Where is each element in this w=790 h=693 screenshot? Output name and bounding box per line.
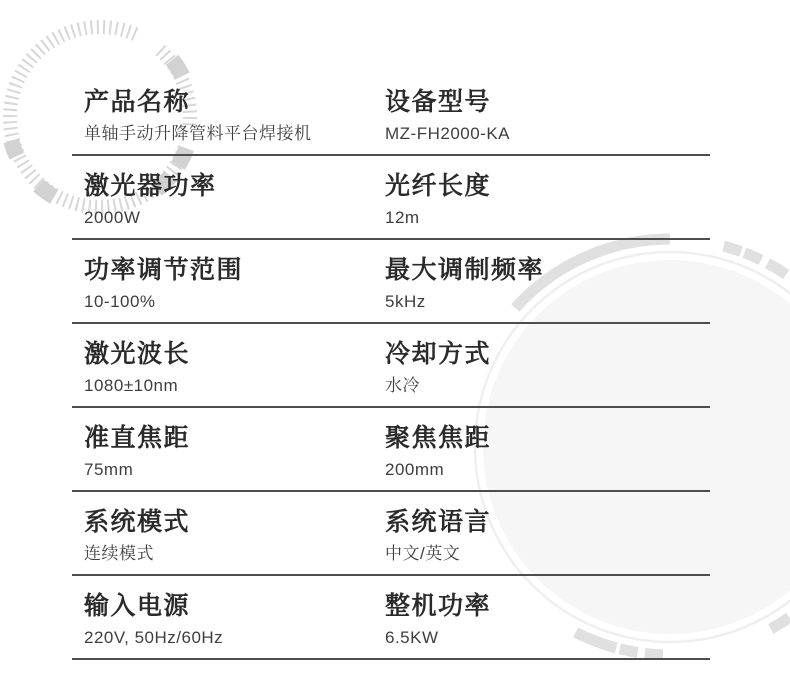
spec-value: 5kHz (385, 292, 426, 311)
spec-label: 系统模式 (84, 508, 191, 536)
spec-cell (385, 240, 710, 322)
spec-cell (385, 576, 710, 658)
spec-cell (385, 72, 710, 154)
spec-row (72, 240, 710, 324)
spec-row (72, 324, 710, 408)
spec-label: 产品名称 (84, 88, 191, 116)
spec-value: 单轴手动升降管料平台焊接机 (84, 124, 312, 143)
spec-row (72, 72, 710, 156)
spec-value: 75mm (84, 460, 134, 479)
spec-cell (72, 408, 385, 490)
spec-label: 设备型号 (385, 88, 492, 116)
spec-value: 2000W (84, 208, 141, 227)
spec-value: 200mm (385, 460, 445, 479)
spec-label: 输入电源 (84, 592, 191, 620)
spec-row (72, 156, 710, 240)
spec-label: 整机功率 (385, 592, 492, 620)
spec-cell (385, 324, 710, 406)
spec-label: 激光波长 (84, 340, 191, 368)
spec-label: 系统语言 (385, 508, 492, 536)
spec-cell (72, 72, 385, 154)
spec-label: 功率调节范围 (84, 256, 244, 284)
spec-cell (72, 576, 385, 658)
spec-value: 1080±10nm (84, 376, 179, 395)
spec-value: 12m (385, 208, 420, 227)
spec-label: 激光器功率 (84, 172, 217, 200)
spec-value: 中文/英文 (385, 544, 461, 563)
spec-row (72, 408, 710, 492)
spec-row (72, 492, 710, 576)
spec-cell (72, 324, 385, 406)
spec-value: 10-100% (84, 292, 156, 311)
spec-label: 冷却方式 (385, 340, 492, 368)
spec-value: 220V, 50Hz/60Hz (84, 628, 224, 647)
spec-cell (385, 156, 710, 238)
spec-label: 准直焦距 (84, 424, 191, 452)
spec-value: 水冷 (385, 376, 420, 395)
spec-cell (72, 156, 385, 238)
spec-value: 连续模式 (84, 544, 154, 563)
spec-cell (385, 492, 710, 574)
spec-label: 最大调制频率 (385, 256, 545, 284)
spec-value: MZ-FH2000-KA (385, 124, 511, 143)
spec-cell (72, 240, 385, 322)
spec-cell (385, 408, 710, 490)
spec-cell (72, 492, 385, 574)
spec-label: 聚焦焦距 (385, 424, 492, 452)
spec-row (72, 576, 710, 660)
spec-table (72, 72, 710, 660)
spec-value: 6.5KW (385, 628, 439, 647)
spec-label: 光纤长度 (385, 172, 492, 200)
